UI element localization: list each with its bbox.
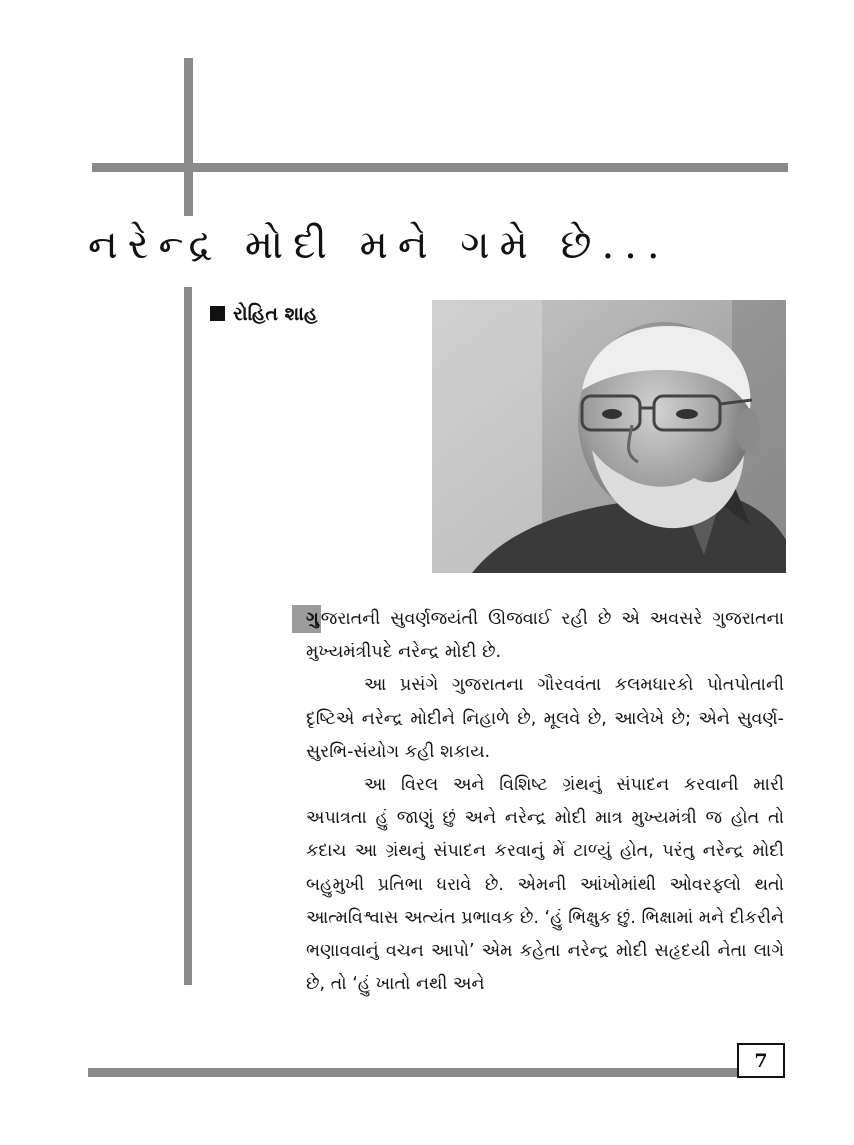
decorative-horizontal-rule-bottom bbox=[88, 1068, 784, 1077]
decorative-vertical-rule-top bbox=[184, 58, 193, 216]
highlighted-first-letter: ગુ bbox=[292, 605, 321, 633]
byline-square-bullet bbox=[210, 306, 225, 321]
portrait-photo bbox=[432, 300, 786, 573]
paragraph-2: આ પ્રસંગે ગુજરાતના ગૌરવવંતા કલમધારકો પોતપોતાની દૃષ્ટિએ નરેન્દ્ર મોદીને નિહાળે છે, મૂલવે છે, આલેખે છે; એને સુવર્ણ-સુરભિ-સંયોગ કહી શકાય. bbox=[306, 675, 784, 762]
paragraph-3: આ વિરલ અને વિશિષ્ટ ગ્રંથનું સંપાદન કરવાની મારી અપાત્રતા હું જાણું છું અને નરેન્દ્ર મોદી માત્ર મુખ્યમંત્રી જ હોત તો કદાચ આ ગ્રંથનું સંપાદન કરવાનું મેં ટાળ્યું હોત, પરંતુ નરેન્દ્ર મોદી બહુમુખી પ્રતિભા ધરાવે છે. એમની આંખોમાંથી ઓવરફ્લો થતો આત્મવિશ્વાસ અત્યંત પ્રભાવક છે. ‘હું ભિક્ષુક છું. ભિક્ષામાં મને દીકરીને ભણાવવાનું વચન આપો’ એમ કહેતા નરેન્દ્ર મોદી સહૃદયી નેતા લાગે છે, તો ‘હું ખાતો નથી અને bbox=[306, 775, 784, 995]
author-byline bbox=[210, 303, 317, 325]
author-name: રોહિત શાહ bbox=[233, 303, 318, 325]
paragraph-1: ગુ જરાતની સુવર્ણજયંતી ઊજવાઈ રહી છે એ અવસરે ગુજરાતના મુખ્યમંત્રીપદે નરેન્દ્ર મોદી છે. bbox=[306, 603, 784, 669]
page-number: 7 bbox=[737, 1043, 785, 1078]
article-title: નરેન્દ્ર મોદી મને ગમે છે... bbox=[88, 222, 670, 268]
article-body bbox=[306, 603, 784, 1001]
decorative-vertical-rule-margin bbox=[184, 287, 192, 985]
decorative-horizontal-rule-top bbox=[92, 163, 788, 172]
